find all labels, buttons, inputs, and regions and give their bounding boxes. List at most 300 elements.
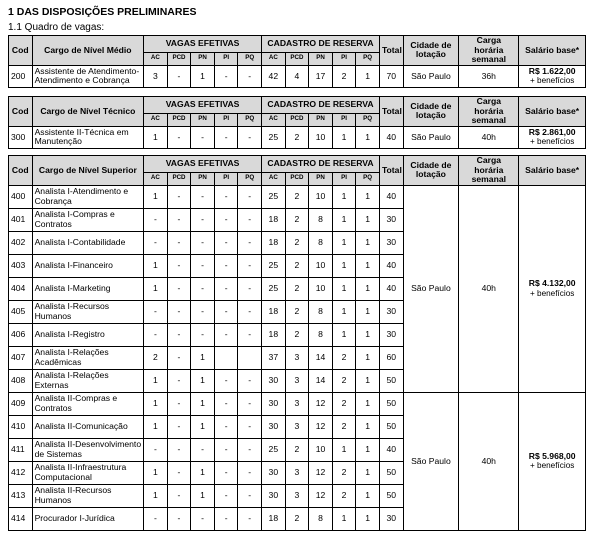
col-subheader-pi: PI: [214, 113, 238, 126]
col-subheader-ac: AC: [262, 172, 286, 185]
cell-cadastro: 2: [332, 65, 356, 87]
cell-total: 50: [379, 369, 403, 392]
cell-cod: 300: [9, 126, 33, 148]
col-header-salario: Salário base*: [519, 36, 586, 66]
cell-total: 50: [379, 392, 403, 415]
cell-cargo: Assistente II-Técnica em Manutenção: [32, 126, 144, 148]
vagas-table: [8, 96, 586, 149]
cell-cadastro: 12: [309, 461, 333, 484]
cell-vagas: -: [144, 438, 168, 461]
cell-vagas: 2: [144, 346, 168, 369]
col-header-vagas-efetivas: VAGAS EFETIVAS: [144, 156, 262, 173]
cell-cadastro: 1: [356, 231, 380, 254]
cell-cod: 413: [9, 484, 33, 507]
cell-cadastro: 2: [285, 254, 309, 277]
cell-cargo: Analista I-Relações Externas: [32, 369, 144, 392]
col-subheader-ac: AC: [262, 52, 286, 65]
cell-cadastro: 8: [309, 208, 333, 231]
cell-vagas: 1: [191, 415, 215, 438]
cell-cargo: Analista I-Compras e Contratos: [32, 208, 144, 231]
col-subheader-pi: PI: [214, 172, 238, 185]
col-subheader-pn: PN: [191, 172, 215, 185]
cell-cadastro: 1: [356, 438, 380, 461]
cell-cadastro: 30: [262, 484, 286, 507]
salario-valor: R$ 2.861,00: [528, 126, 576, 137]
col-subheader-pcd: PCD: [167, 113, 191, 126]
cell-cadastro: 1: [332, 323, 356, 346]
cell-cargo: Analista II-Infraestrutura Computacional: [32, 461, 144, 484]
cell-salario: [519, 65, 586, 87]
cell-cadastro: 2: [332, 415, 356, 438]
cell-cadastro: 1: [356, 484, 380, 507]
cell-cod: 404: [9, 277, 33, 300]
cell-total: 60: [379, 346, 403, 369]
col-header-cidade: Cidade de lotação: [403, 97, 459, 127]
col-header-carga: Carga horária semanal: [459, 36, 519, 66]
cell-total: 30: [379, 208, 403, 231]
cell-cadastro: 1: [332, 231, 356, 254]
cell-vagas: -: [191, 277, 215, 300]
cell-vagas: [214, 346, 238, 369]
cell-vagas: -: [214, 254, 238, 277]
cell-vagas: -: [191, 300, 215, 323]
cell-vagas: 1: [144, 415, 168, 438]
cell-vagas: -: [214, 461, 238, 484]
cell-cadastro: 42: [262, 65, 286, 87]
cell-cargo: Assistente de Atendimento-Atendimento e Cobrança: [32, 65, 144, 87]
cell-total: 40: [379, 277, 403, 300]
col-subheader-pq: PQ: [356, 113, 380, 126]
cell-cargo: Analista I-Marketing: [32, 277, 144, 300]
col-header-carga: Carga horária semanal: [459, 97, 519, 127]
cell-cadastro: 25: [262, 254, 286, 277]
cell-cadastro: 10: [309, 277, 333, 300]
cell-cadastro: 1: [356, 277, 380, 300]
cell-cod: 414: [9, 507, 33, 530]
cell-cidade: São Paulo: [403, 185, 459, 392]
cell-total: 40: [379, 185, 403, 208]
cell-vagas: 1: [144, 277, 168, 300]
cell-carga: 40h: [459, 185, 519, 392]
cell-vagas: 1: [191, 392, 215, 415]
cell-cadastro: 18: [262, 208, 286, 231]
cell-vagas: -: [214, 231, 238, 254]
cell-carga: 36h: [459, 65, 519, 87]
cell-total: 30: [379, 231, 403, 254]
cell-cadastro: 18: [262, 507, 286, 530]
cell-vagas: -: [167, 254, 191, 277]
cell-cadastro: 2: [332, 346, 356, 369]
cell-vagas: -: [238, 323, 262, 346]
cell-total: 30: [379, 323, 403, 346]
cell-cod: 411: [9, 438, 33, 461]
col-header-cadastro-reserva: CADASTRO DE RESERVA: [262, 97, 380, 114]
col-header-carga: Carga horária semanal: [459, 156, 519, 186]
col-subheader-pq: PQ: [238, 113, 262, 126]
cell-cadastro: 1: [356, 65, 380, 87]
cell-vagas: -: [238, 461, 262, 484]
col-subheader-pn: PN: [191, 113, 215, 126]
section-subheading: 1.1 Quadro de vagas:: [8, 22, 105, 33]
cell-vagas: -: [167, 415, 191, 438]
cell-cadastro: 4: [285, 65, 309, 87]
cell-vagas: 1: [191, 461, 215, 484]
cell-cadastro: 8: [309, 323, 333, 346]
col-subheader-pcd: PCD: [167, 52, 191, 65]
salario-valor: R$ 4.132,00: [528, 278, 576, 289]
table-row: [9, 126, 586, 148]
cell-cod: 407: [9, 346, 33, 369]
cell-vagas: -: [238, 277, 262, 300]
cell-vagas: -: [214, 126, 238, 148]
col-subheader-pn: PN: [309, 172, 333, 185]
cell-cadastro: 3: [285, 415, 309, 438]
salario-beneficios: + benefícios: [529, 288, 575, 298]
cell-cargo: Procurador I-Jurídica: [32, 507, 144, 530]
col-subheader-pi: PI: [214, 52, 238, 65]
cell-cadastro: 1: [356, 300, 380, 323]
cell-vagas: [238, 346, 262, 369]
cell-vagas: -: [144, 300, 168, 323]
cell-vagas: -: [214, 323, 238, 346]
cell-cargo: Analista I-Financeiro: [32, 254, 144, 277]
cell-cod: 400: [9, 185, 33, 208]
cell-vagas: -: [214, 277, 238, 300]
cell-cadastro: 2: [285, 323, 309, 346]
cell-vagas: -: [167, 300, 191, 323]
col-header-cidade: Cidade de lotação: [403, 36, 459, 66]
salario-valor: R$ 5.968,00: [528, 450, 576, 461]
table-row: [9, 392, 586, 415]
vagas-table: [8, 155, 586, 531]
cell-total: 50: [379, 461, 403, 484]
cell-vagas: 1: [191, 484, 215, 507]
cell-vagas: -: [167, 438, 191, 461]
cell-vagas: 1: [144, 484, 168, 507]
cell-vagas: -: [167, 231, 191, 254]
cell-cod: 200: [9, 65, 33, 87]
col-header-cargo: Cargo de Nível Técnico: [32, 97, 144, 127]
table-row: [9, 65, 586, 87]
cell-vagas: 1: [144, 126, 168, 148]
cell-vagas: -: [238, 392, 262, 415]
cell-vagas: 1: [144, 461, 168, 484]
cell-salario: [519, 185, 586, 392]
cell-salario: [519, 392, 586, 530]
cell-cadastro: 14: [309, 346, 333, 369]
col-header-vagas-efetivas: VAGAS EFETIVAS: [144, 36, 262, 53]
cell-cadastro: 12: [309, 415, 333, 438]
col-header-salario: Salário base*: [519, 156, 586, 186]
cell-vagas: -: [167, 484, 191, 507]
cell-vagas: 1: [144, 369, 168, 392]
cell-vagas: -: [167, 346, 191, 369]
cell-vagas: -: [238, 65, 262, 87]
cell-cadastro: 18: [262, 231, 286, 254]
cell-cadastro: 1: [332, 438, 356, 461]
cell-cargo: Analista I-Contabilidade: [32, 231, 144, 254]
cell-cadastro: 1: [332, 254, 356, 277]
cell-cadastro: 1: [332, 185, 356, 208]
cell-cadastro: 8: [309, 507, 333, 530]
cell-vagas: -: [238, 369, 262, 392]
col-subheader-ac: AC: [144, 52, 168, 65]
cell-cadastro: 10: [309, 254, 333, 277]
cell-cadastro: 30: [262, 392, 286, 415]
cell-cadastro: 25: [262, 438, 286, 461]
cell-cadastro: 1: [332, 277, 356, 300]
cell-vagas: -: [214, 484, 238, 507]
cell-cadastro: 2: [285, 126, 309, 148]
col-header-salario: Salário base*: [519, 97, 586, 127]
col-subheader-pn: PN: [309, 52, 333, 65]
cell-cadastro: 3: [285, 484, 309, 507]
cell-cadastro: 30: [262, 415, 286, 438]
cell-vagas: -: [214, 438, 238, 461]
salario-beneficios: + benefícios: [529, 137, 575, 147]
cell-carga: 40h: [459, 392, 519, 530]
cell-vagas: -: [238, 185, 262, 208]
col-header-cargo: Cargo de Nível Médio: [32, 36, 144, 66]
col-subheader-pq: PQ: [238, 52, 262, 65]
cell-cadastro: 1: [356, 254, 380, 277]
vagas-table: [8, 35, 586, 88]
cell-vagas: -: [144, 507, 168, 530]
cell-total: 50: [379, 415, 403, 438]
cell-cod: 410: [9, 415, 33, 438]
cell-cidade: São Paulo: [403, 65, 459, 87]
cell-cargo: Analista I-Recursos Humanos: [32, 300, 144, 323]
col-subheader-pq: PQ: [356, 172, 380, 185]
col-subheader-ac: AC: [144, 113, 168, 126]
col-header-cadastro-reserva: CADASTRO DE RESERVA: [262, 156, 380, 173]
cell-total: 40: [379, 254, 403, 277]
cell-cidade: São Paulo: [403, 126, 459, 148]
table-row: [9, 185, 586, 208]
cell-salario: [519, 126, 586, 148]
cell-cargo: Analista I-Registro: [32, 323, 144, 346]
cell-cadastro: 10: [309, 126, 333, 148]
cell-vagas: -: [238, 208, 262, 231]
cell-cod: 403: [9, 254, 33, 277]
cell-cadastro: 1: [356, 369, 380, 392]
cell-vagas: 1: [144, 392, 168, 415]
cell-cadastro: 3: [285, 346, 309, 369]
cell-vagas: -: [238, 300, 262, 323]
cell-cargo: Analista II-Compras e Contratos: [32, 392, 144, 415]
cell-cadastro: 1: [332, 208, 356, 231]
cell-vagas: -: [144, 208, 168, 231]
cell-cargo: Analista II-Comunicação: [32, 415, 144, 438]
col-header-cidade: Cidade de lotação: [403, 156, 459, 186]
salario-beneficios: + benefícios: [529, 461, 575, 471]
col-subheader-pcd: PCD: [167, 172, 191, 185]
cell-cod: 406: [9, 323, 33, 346]
cell-cadastro: 10: [309, 185, 333, 208]
cell-vagas: 1: [144, 185, 168, 208]
cell-cadastro: 2: [332, 369, 356, 392]
cell-cadastro: 12: [309, 484, 333, 507]
col-header-total: Total: [379, 97, 403, 127]
cell-cadastro: 14: [309, 369, 333, 392]
cell-cadastro: 30: [262, 461, 286, 484]
cell-cadastro: 12: [309, 392, 333, 415]
cell-vagas: -: [191, 254, 215, 277]
cell-cadastro: 2: [332, 484, 356, 507]
col-subheader-pcd: PCD: [285, 172, 309, 185]
col-subheader-pi: PI: [332, 172, 356, 185]
cell-vagas: 1: [191, 346, 215, 369]
cell-vagas: -: [191, 126, 215, 148]
cell-vagas: -: [191, 507, 215, 530]
cell-total: 40: [379, 126, 403, 148]
cell-vagas: -: [214, 507, 238, 530]
col-header-cod: Cod: [9, 97, 33, 127]
cell-total: 50: [379, 484, 403, 507]
col-header-total: Total: [379, 36, 403, 66]
cell-vagas: 1: [191, 65, 215, 87]
cell-cargo: Analista II-Desenvolvimento de Sistemas: [32, 438, 144, 461]
cell-vagas: -: [191, 438, 215, 461]
cell-vagas: -: [238, 438, 262, 461]
cell-cadastro: 37: [262, 346, 286, 369]
cell-cadastro: 18: [262, 323, 286, 346]
cell-cadastro: 3: [285, 392, 309, 415]
cell-cadastro: 3: [285, 461, 309, 484]
cell-cadastro: 8: [309, 300, 333, 323]
cell-cargo: Analista I-Relações Acadêmicas: [32, 346, 144, 369]
cell-cadastro: 25: [262, 185, 286, 208]
cell-cidade: São Paulo: [403, 392, 459, 530]
cell-cadastro: 1: [356, 208, 380, 231]
cell-vagas: -: [167, 126, 191, 148]
cell-cadastro: 2: [285, 277, 309, 300]
col-subheader-pq: PQ: [238, 172, 262, 185]
col-subheader-ac: AC: [262, 113, 286, 126]
cell-vagas: -: [238, 484, 262, 507]
cell-vagas: -: [238, 231, 262, 254]
col-subheader-pn: PN: [191, 52, 215, 65]
cell-cadastro: 1: [356, 415, 380, 438]
cell-cadastro: 25: [262, 277, 286, 300]
col-subheader-pcd: PCD: [285, 52, 309, 65]
col-header-cadastro-reserva: CADASTRO DE RESERVA: [262, 36, 380, 53]
cell-cadastro: 2: [285, 231, 309, 254]
col-header-cod: Cod: [9, 156, 33, 186]
cell-vagas: -: [167, 208, 191, 231]
cell-cadastro: 17: [309, 65, 333, 87]
cell-cadastro: 1: [332, 300, 356, 323]
col-header-cod: Cod: [9, 36, 33, 66]
col-header-vagas-efetivas: VAGAS EFETIVAS: [144, 97, 262, 114]
cell-vagas: -: [214, 208, 238, 231]
cell-cadastro: 25: [262, 126, 286, 148]
cell-cadastro: 2: [332, 392, 356, 415]
cell-vagas: -: [238, 254, 262, 277]
cell-cod: 402: [9, 231, 33, 254]
cell-vagas: -: [167, 461, 191, 484]
cell-cadastro: 1: [356, 346, 380, 369]
cell-vagas: -: [167, 369, 191, 392]
cell-cod: 408: [9, 369, 33, 392]
cell-vagas: -: [214, 65, 238, 87]
cell-carga: 40h: [459, 126, 519, 148]
cell-vagas: -: [167, 65, 191, 87]
cell-cadastro: 1: [356, 185, 380, 208]
col-header-total: Total: [379, 156, 403, 186]
cell-cadastro: 2: [285, 507, 309, 530]
salario-valor: R$ 1.622,00: [528, 65, 576, 76]
cell-cadastro: 1: [356, 461, 380, 484]
cell-total: 70: [379, 65, 403, 87]
cell-cadastro: 1: [356, 392, 380, 415]
cell-cadastro: 2: [285, 300, 309, 323]
cell-vagas: 1: [144, 254, 168, 277]
col-subheader-pi: PI: [332, 52, 356, 65]
cell-vagas: -: [191, 208, 215, 231]
col-subheader-pn: PN: [309, 113, 333, 126]
cell-vagas: -: [144, 323, 168, 346]
cell-cadastro: 1: [356, 323, 380, 346]
cell-vagas: -: [167, 185, 191, 208]
cell-total: 30: [379, 507, 403, 530]
cell-vagas: -: [238, 415, 262, 438]
cell-cargo: Analista I-Atendimento e Cobrança: [32, 185, 144, 208]
cell-vagas: -: [214, 415, 238, 438]
cell-cod: 401: [9, 208, 33, 231]
col-subheader-pcd: PCD: [285, 113, 309, 126]
cell-cod: 405: [9, 300, 33, 323]
cell-vagas: -: [167, 277, 191, 300]
cell-vagas: -: [214, 300, 238, 323]
cell-vagas: -: [191, 323, 215, 346]
col-header-cargo: Cargo de Nível Superior: [32, 156, 144, 186]
col-subheader-pi: PI: [332, 113, 356, 126]
salario-beneficios: + benefícios: [529, 76, 575, 86]
cell-vagas: 1: [191, 369, 215, 392]
cell-cadastro: 8: [309, 231, 333, 254]
cell-vagas: -: [214, 392, 238, 415]
cell-total: 30: [379, 300, 403, 323]
cell-vagas: -: [167, 323, 191, 346]
cell-cadastro: 2: [285, 185, 309, 208]
cell-total: 40: [379, 438, 403, 461]
cell-cadastro: 2: [285, 438, 309, 461]
cell-cadastro: 30: [262, 369, 286, 392]
cell-cadastro: 1: [356, 507, 380, 530]
cell-cadastro: 1: [356, 126, 380, 148]
cell-vagas: -: [167, 392, 191, 415]
cell-vagas: -: [238, 126, 262, 148]
cell-vagas: -: [214, 369, 238, 392]
cell-cadastro: 10: [309, 438, 333, 461]
cell-cadastro: 1: [332, 507, 356, 530]
cell-vagas: -: [214, 185, 238, 208]
col-subheader-pq: PQ: [356, 52, 380, 65]
cell-vagas: -: [191, 231, 215, 254]
cell-cadastro: 1: [332, 126, 356, 148]
cell-cod: 412: [9, 461, 33, 484]
cell-vagas: -: [167, 507, 191, 530]
cell-cod: 409: [9, 392, 33, 415]
cell-vagas: -: [191, 185, 215, 208]
cell-cadastro: 18: [262, 300, 286, 323]
cell-cadastro: 2: [332, 461, 356, 484]
cell-cargo: Analista II-Recursos Humanos: [32, 484, 144, 507]
cell-vagas: 3: [144, 65, 168, 87]
cell-vagas: -: [144, 231, 168, 254]
cell-cadastro: 3: [285, 369, 309, 392]
